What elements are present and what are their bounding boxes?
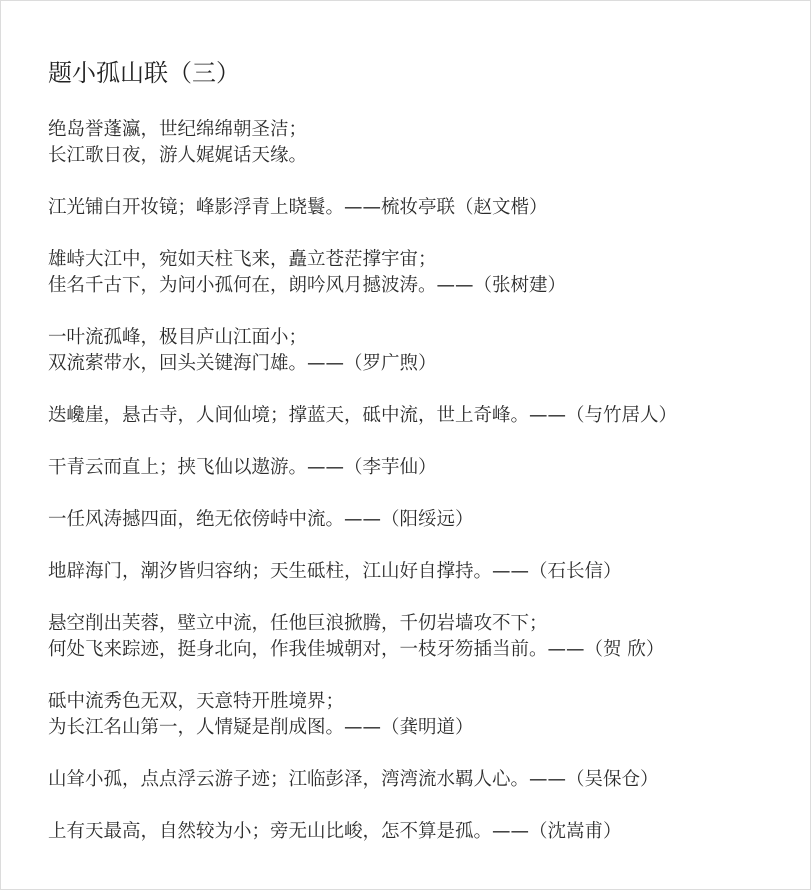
couplet-line: 上有天最高，自然较为小；旁无山比峻，怎不算是孤。——（沈嵩甫） — [48, 821, 622, 842]
couplet-block — [48, 403, 770, 429]
couplet-block — [48, 767, 770, 793]
couplet-line: 绝岛誉蓬瀛，世纪绵绵朝圣洁； — [48, 119, 308, 140]
couplet-line: 砥中流秀色无双，天意特开胜境界； — [48, 691, 345, 712]
couplet-line: 何处飞来踪迹，挺身北向，作我佳城朝对，一枝牙笏插当前。——（贺 欣） — [48, 639, 665, 660]
couplet-block — [48, 247, 770, 299]
couplet-block — [48, 559, 770, 585]
couplet-line: 一任风涛撼四面，绝无依傍峙中流。——（阳绥远） — [48, 509, 474, 530]
couplet-line: 雄峙大江中，宛如天柱飞来，矗立苍茫撑宇宙； — [48, 249, 437, 270]
couplet-block — [48, 507, 770, 533]
couplet-block — [48, 325, 770, 377]
couplet-line: 干青云而直上；挟飞仙以遨游。——（李芋仙） — [48, 457, 437, 478]
couplet-line: 一叶流孤峰，极目庐山江面小； — [48, 327, 308, 348]
couplet-line: 长江歌日夜，游人娓娓话天缘。 — [48, 145, 308, 166]
page-title: 题小孤山联（三） — [48, 59, 240, 87]
couplet-line: 佳名千古下，为问小孤何在，朗吟风月撼波涛。——（张树建） — [48, 275, 567, 296]
couplet-block — [48, 117, 770, 169]
couplet-block — [48, 611, 770, 663]
couplet-line: 江光铺白开妆镜；峰影浮青上晓鬟。——梳妆亭联（赵文楷） — [48, 197, 548, 218]
couplet-line: 地辟海门，潮汐皆归容纳；天生砥柱，江山好自撑持。——（石长信） — [48, 561, 622, 582]
couplet-line: 双流萦带水，回头关键海门雄。——（罗广煦） — [48, 353, 437, 374]
couplet-line: 山耸小孤，点点浮云游子迹；江临彭泽，湾湾流水羁人心。——（吴保仓） — [48, 769, 659, 790]
couplet-block — [48, 689, 770, 741]
couplet-line: 悬空削出芙蓉，壁立中流，任他巨浪掀腾，千仞岩墙攻不下； — [48, 613, 548, 634]
couplet-line: 为长江名山第一，人情疑是削成图。——（龚明道） — [48, 717, 474, 738]
couplet-block — [48, 455, 770, 481]
couplet-block — [48, 195, 770, 221]
couplet-line: 迭巉崖，悬古寺，人间仙境；撑蓝天，砥中流，世上奇峰。——（与竹居人） — [48, 405, 678, 426]
couplet-block — [48, 819, 770, 845]
couplet-list — [48, 117, 770, 845]
